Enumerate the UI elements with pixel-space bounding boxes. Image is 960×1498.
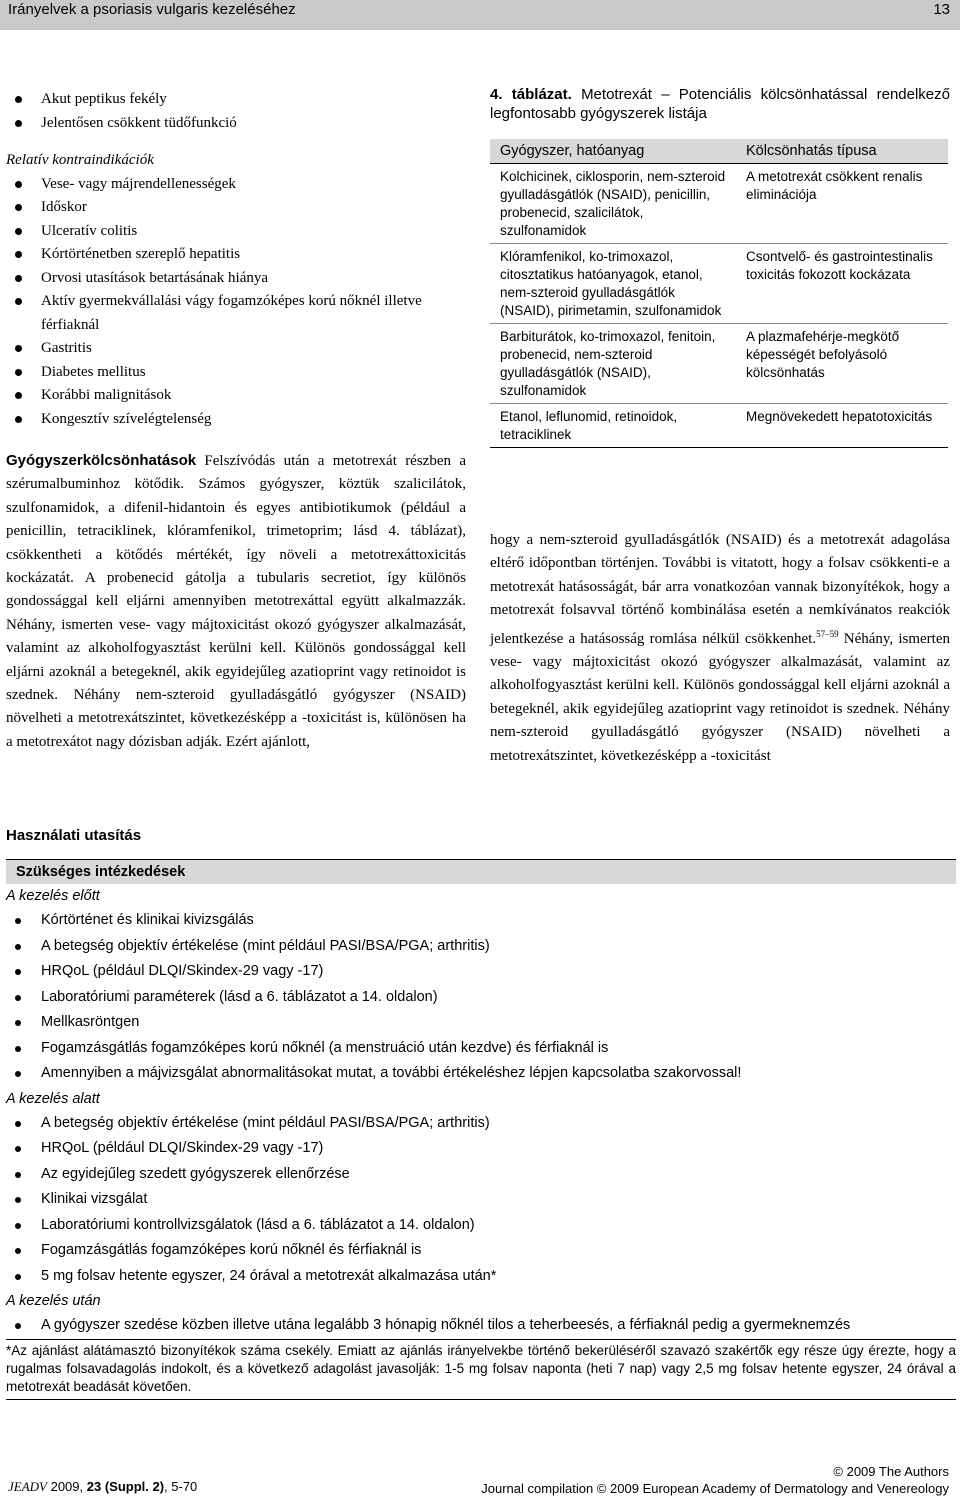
page-number: 13 <box>933 1 950 18</box>
table-cell: A metotrexát csökkent renalis eliminációja <box>736 164 948 244</box>
drug-interactions-paragraph <box>6 449 466 754</box>
list-item: A gyógyszer szedése közben illetve utána legalább 3 hónapig nőknél tilos a teherbeesés, a férfiaknál pedig a gyermeknemzés <box>6 1313 956 1339</box>
list-item: HRQoL (például DLQI/Skindex-29 vagy -17) <box>6 1136 956 1162</box>
table-number: 4. táblázat. <box>490 86 572 103</box>
bottom-rule <box>6 1399 956 1400</box>
footer-compilation: Journal compilation © 2009 European Academy of Dermatology and Venereology <box>481 1481 949 1496</box>
table-row <box>490 404 948 448</box>
right-paragraph-text-cont: Néhány, ismerten vese- vagy májtoxicitást okozó gyógyszer alkalmazását, valamint az alkoholfogyasztást kerülni kell. Különös gondossággal kell eljárni azoknál a betegeknél, akik egyidejűleg azatioprint vagy retinoidot is szednek. Néhány nem-szteroid gyulladásgátló gyógyszer (NSAID) növelheti a metotrexátszintet, következésképp a -toxicitást <box>490 630 950 764</box>
citation-pages: , 5-70 <box>164 1479 198 1494</box>
table-cell: Barbiturátok, ko-trimoxazol, fenitoin, probenecid, nem-szteroid gyulladásgátlók (NSAID), szulfonamidok <box>490 324 736 404</box>
drug-interactions-heading: Gyógyszerkölcsönhatások <box>6 452 197 469</box>
list-item: Gastritis <box>6 337 466 361</box>
before-treatment-heading: A kezelés előtt <box>6 888 100 904</box>
list-item: Ulceratív colitis <box>6 220 466 244</box>
list-item: Kórtörténetben szereplő hepatitis <box>6 243 466 267</box>
list-item: Fogamzásgátlás fogamzóképes korú nőknél (a menstruáció után kezdve) és férfiaknál is <box>6 1036 956 1062</box>
relative-contraindications-heading: Relatív kontraindikációk <box>6 152 154 168</box>
column-header-interaction: Kölcsönhatás típusa <box>736 139 948 164</box>
after-treatment-list <box>6 1313 956 1339</box>
list-item: A betegség objektív értékelése (mint például PASI/BSA/PGA; arthritis) <box>6 1111 956 1137</box>
list-item: Laboratóriumi paraméterek (lásd a 6. táblázatot a 14. oldalon) <box>6 985 956 1011</box>
during-treatment-list <box>6 1111 956 1290</box>
usage-instructions <box>6 826 956 1400</box>
table-cell: Etanol, leflunomid, retinoidok, tetraciklinek <box>490 404 736 448</box>
list-item: Kongesztív szívelégtelenség <box>6 408 466 432</box>
table-caption <box>490 85 950 123</box>
right-paragraph-text: hogy a nem-szteroid gyulladásgátlók (NSAID) és a metotrexát adagolása eltérő időpontban történjen. További is vitatott, hogy a folsav csökkenti-e a metotrexát hatásosságát, bár arra vonatkozóan vannak bizonyítékok, hogy a metotrexát folsavval történő kombinálása esetén a nemkívánatos reakciók jelentkezése a hatásosság romlása nélkül csökkenhet. <box>490 532 950 647</box>
list-item: Az egyidejűleg szedett gyógyszerek ellenőrzése <box>6 1162 956 1188</box>
list-item: Fogamzásgátlás fogamzóképes korú nőknél és férfiaknál is <box>6 1238 956 1264</box>
table-cell: Kolchicinek, ciklosporin, nem-szteroid gyulladásgátlók (NSAID), penicillin, probenecid, szalicilátok, szulfonamidok <box>490 164 736 244</box>
table-cell: Megnövekedett hepatotoxicitás <box>736 404 948 448</box>
table-row <box>490 244 948 324</box>
list-item: Időskor <box>6 196 466 220</box>
right-paragraph <box>490 529 950 768</box>
left-column <box>6 88 466 754</box>
citation-volume: 23 (Suppl. 2) <box>86 1479 165 1494</box>
table-row <box>490 164 948 244</box>
page-header <box>0 0 960 30</box>
table-row <box>490 324 948 404</box>
usage-title: Használati utasítás <box>6 827 142 844</box>
list-item: Mellkasröntgen <box>6 1010 956 1036</box>
list-item: Amennyiben a májvizsgálat abnormalitásokat mutat, a további értékeléshez lépjen kapcsolatba szakorvossal! <box>6 1061 956 1087</box>
interaction-table <box>490 139 948 448</box>
journal-name: JEADV <box>8 1479 47 1494</box>
list-item: Klinikai vizsgálat <box>6 1187 956 1213</box>
citation-year: 2009, <box>46 1479 87 1494</box>
during-treatment-heading: A kezelés alatt <box>6 1090 100 1107</box>
list-item: Orvosi utasítások betartásának hiánya <box>6 267 466 291</box>
list-item: Akut peptikus fekély <box>6 88 466 112</box>
relative-contraindication-list <box>6 173 466 432</box>
list-item: A betegség objektív értékelése (mint például PASI/BSA/PGA; arthritis) <box>6 934 956 960</box>
table-caption-text: Metotrexát – Potenciális kölcsönhatással rendelkező legfontosabb gyógyszerek listája <box>490 86 950 122</box>
footer-copyright: © 2009 The Authors <box>833 1464 949 1479</box>
footnote: *Az ajánlást alátámasztó bizonyítékok száma csekély. Emiatt az ajánlás irányelvekbe történő bekerüléséről szavazó szakértők egy része úgy érezte, hogy a rugalmas folsavadagolás indokolt, és a következő adagolást javasolják: 1-5 mg folsav naponta (heti 7 nap) vagy 2,5 mg folsav hetente egyszer, 24 órával a metotrexát beadását követően. <box>6 1339 956 1396</box>
list-item: 5 mg folsav hetente egyszer, 24 órával a metotrexát alkalmazása után* <box>6 1264 956 1290</box>
required-measures-bar: Szükséges intézkedések <box>6 859 956 884</box>
list-item: Vese- vagy májrendellenességek <box>6 173 466 197</box>
list-item: Jelentősen csökkent tüdőfunkció <box>6 112 466 136</box>
table-header-row <box>490 139 948 164</box>
citation-superscript: 57–59 <box>816 628 839 639</box>
drug-interactions-text: Felszívódás után a metotrexát részben a szérumalbuminhoz kötődik. Számos gyógyszer, köztük szalicilátok, szulfonamidok, a difenil-hidantoin és egyes antibiotikumok (például a penicillin, tetraciklinek, klóramfenikol, trimetoprim; lásd 4. táblázat), csökkentheti a kötődés mértékét, így növeli a metotrexáttoxicitás kockázatát. A probenecid gátolja a tubularis secretiot, így különös gondossággal kell eljárni amennyiben metotrexáttal együtt alkalmazzák. Néhány, ismerten vese- vagy májtoxicitást okozó gyógyszer alkalmazását, valamint az alkoholfogyasztást kerülni kell. Különös gondossággal kell eljárni azoknál a betegeknél, akik egyidejűleg azatioprint vagy retinoidot is szednek. Néhány nem-szteroid gyulladásgátló gyógyszer (NSAID) növelheti a metotrexátszintet, következésképp a -toxicitást is, különösen ha a metotrexátot nagy dózisban adják. Ezért ajánlott, <box>6 453 466 750</box>
list-item: Diabetes mellitus <box>6 361 466 385</box>
list-item: HRQoL (például DLQI/Skindex-29 vagy -17) <box>6 959 956 985</box>
right-column <box>490 85 950 764</box>
table-cell: Klóramfenikol, ko-trimoxazol, citosztatikus hatóanyagok, etanol, nem-szteroid gyulladásgátlók (NSAID), pirimetamin, szulfonamidok <box>490 244 736 324</box>
list-item: Laboratóriumi kontrollvizsgálatok (lásd a 6. táblázatot a 14. oldalon) <box>6 1213 956 1239</box>
column-header-drug: Gyógyszer, hatóanyag <box>490 139 736 164</box>
list-item: Kórtörténet és klinikai kivizsgálás <box>6 908 956 934</box>
table-cell: A plazmafehérje-megkötő képességét befolyásoló kölcsönhatás <box>736 324 948 404</box>
absolute-contraindication-list <box>6 88 466 135</box>
list-item: Korábbi malignitások <box>6 384 466 408</box>
table-cell: Csontvelő- és gastrointestinalis toxicitás fokozott kockázata <box>736 244 948 324</box>
after-treatment-heading: A kezelés után <box>6 1293 101 1309</box>
running-title: Irányelvek a psoriasis vulgaris kezeléséhez <box>8 1 296 18</box>
before-treatment-list <box>6 908 956 1087</box>
list-item: Aktív gyermekvállalási vágy fogamzóképes korú nőknél illetve férfiaknál <box>6 290 466 337</box>
footer-citation <box>8 1478 197 1496</box>
